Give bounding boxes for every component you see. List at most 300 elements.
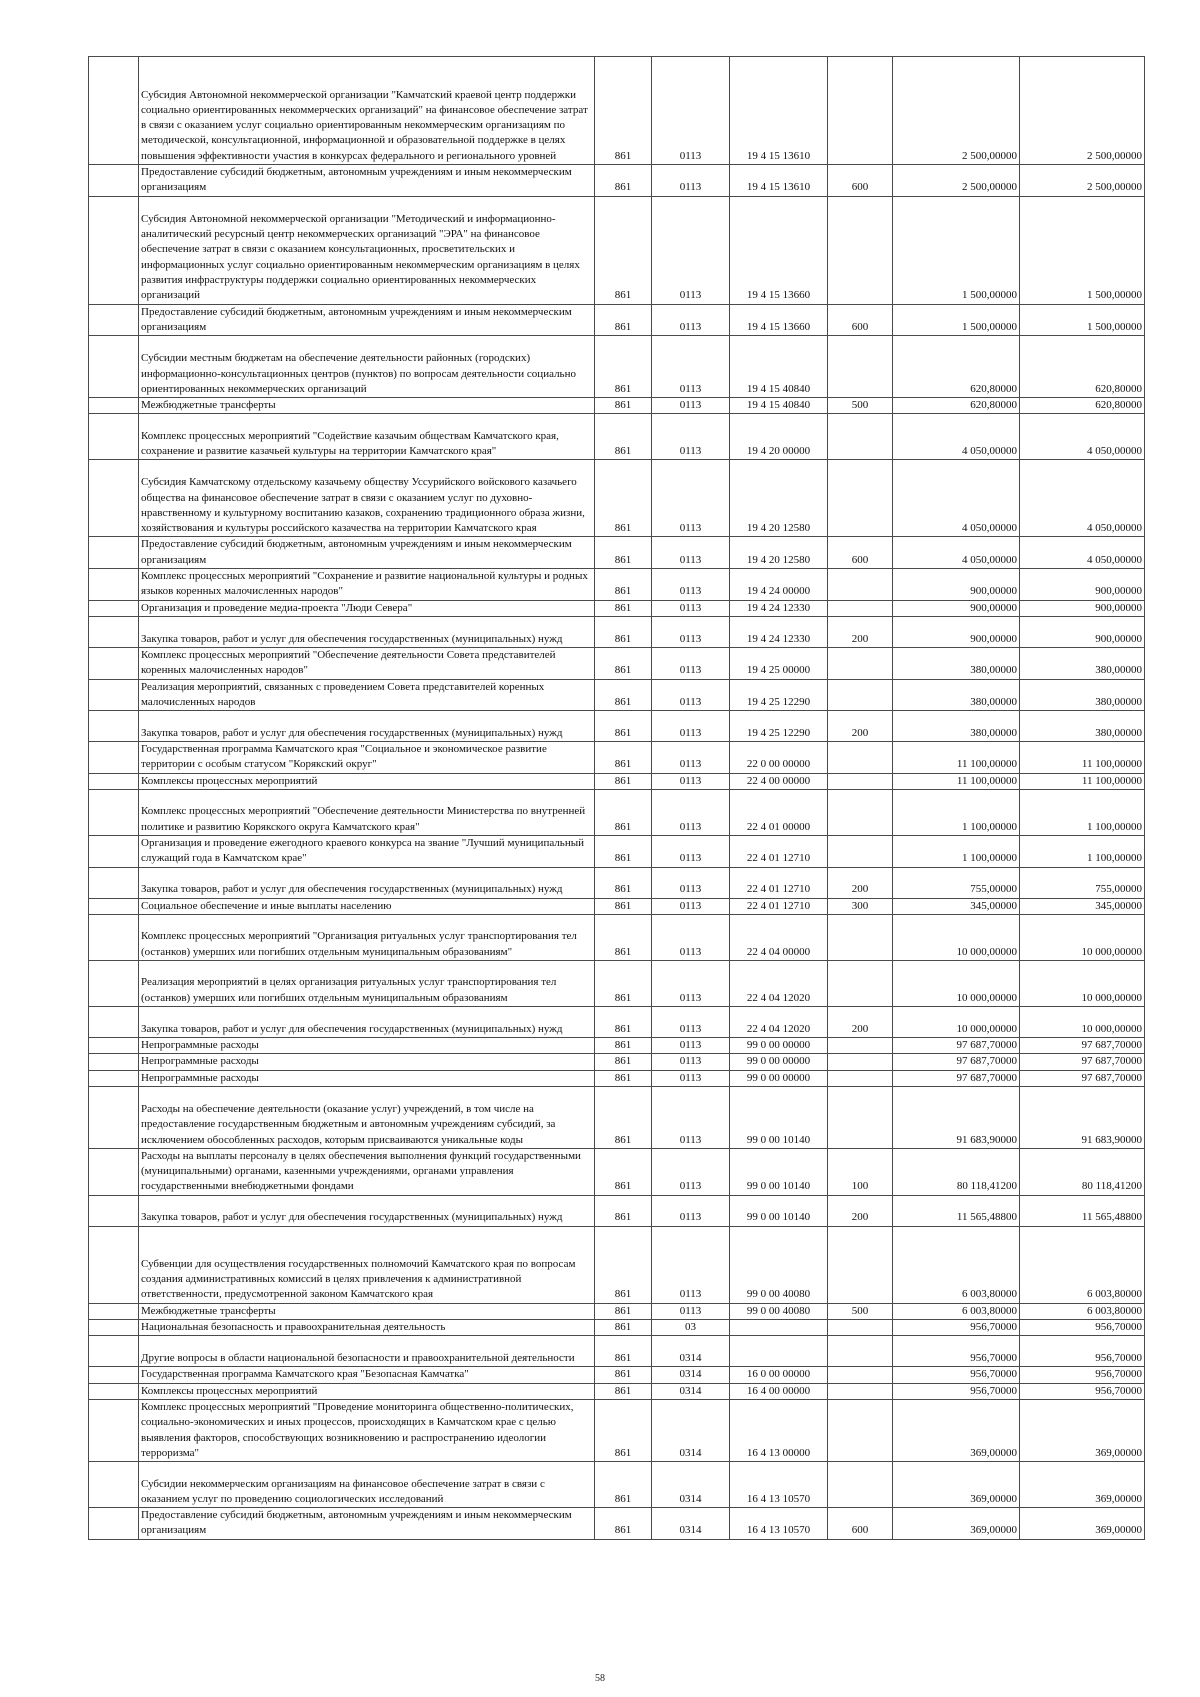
section-code-cell: 0113 — [652, 460, 730, 537]
section-code-cell: 0314 — [652, 1367, 730, 1383]
section-code-cell: 0113 — [652, 398, 730, 414]
expense-type-cell: 200 — [828, 1195, 893, 1226]
section-code-cell: 0113 — [652, 1195, 730, 1226]
item-name-cell: Другие вопросы в области национальной безопасности и правоохранительной деятельности — [139, 1336, 595, 1367]
target-article-cell: 22 4 04 12020 — [730, 1006, 828, 1037]
amount-year1-cell: 620,80000 — [893, 336, 1020, 398]
table-row — [89, 414, 1145, 460]
expense-type-cell — [828, 1367, 893, 1383]
table-row — [89, 196, 1145, 304]
amount-year2-cell: 10 000,00000 — [1020, 914, 1145, 960]
amount-year2-cell: 369,00000 — [1020, 1508, 1145, 1540]
target-article-cell: 19 4 15 13610 — [730, 165, 828, 197]
item-name-cell: Межбюджетные трансферты — [139, 1303, 595, 1319]
expense-type-cell — [828, 742, 893, 774]
target-article-cell: 16 4 13 00000 — [730, 1399, 828, 1461]
table-row — [89, 1148, 1145, 1195]
amount-year2-cell: 620,80000 — [1020, 398, 1145, 414]
item-name-cell: Закупка товаров, работ и услуг для обеспечения государственных (муниципальных) нужд — [139, 1006, 595, 1037]
amount-year2-cell: 956,70000 — [1020, 1336, 1145, 1367]
ministry-code-cell: 861 — [595, 1226, 652, 1303]
ministry-code-cell: 861 — [595, 742, 652, 774]
section-code-cell: 0113 — [652, 537, 730, 569]
expense-type-cell — [828, 1320, 893, 1336]
amount-year2-cell: 11 565,48800 — [1020, 1195, 1145, 1226]
ministry-code-cell: 861 — [595, 460, 652, 537]
amount-year1-cell: 97 687,70000 — [893, 1037, 1020, 1053]
table-body — [89, 57, 1145, 1540]
ministry-code-cell: 861 — [595, 711, 652, 742]
row-index-cell — [89, 1383, 139, 1399]
expense-type-cell — [828, 1226, 893, 1303]
item-name-cell: Комплексы процессных мероприятий — [139, 1383, 595, 1399]
ministry-code-cell: 861 — [595, 398, 652, 414]
amount-year1-cell: 369,00000 — [893, 1399, 1020, 1461]
expense-type-cell — [828, 600, 893, 616]
amount-year2-cell: 956,70000 — [1020, 1367, 1145, 1383]
section-code-cell: 0113 — [652, 304, 730, 336]
amount-year2-cell: 956,70000 — [1020, 1383, 1145, 1399]
amount-year1-cell: 369,00000 — [893, 1508, 1020, 1540]
ministry-code-cell: 861 — [595, 647, 652, 679]
ministry-code-cell: 861 — [595, 1367, 652, 1383]
table-row — [89, 836, 1145, 868]
expense-type-cell — [828, 336, 893, 398]
section-code-cell: 0113 — [652, 647, 730, 679]
amount-year2-cell: 956,70000 — [1020, 1320, 1145, 1336]
table-row — [89, 537, 1145, 569]
table-row — [89, 790, 1145, 836]
row-index-cell — [89, 1336, 139, 1367]
table-row — [89, 1195, 1145, 1226]
expense-type-cell — [828, 1399, 893, 1461]
amount-year2-cell: 4 050,00000 — [1020, 460, 1145, 537]
amount-year2-cell: 900,00000 — [1020, 616, 1145, 647]
target-article-cell: 99 0 00 00000 — [730, 1070, 828, 1086]
table-row — [89, 1320, 1145, 1336]
ministry-code-cell: 861 — [595, 914, 652, 960]
section-code-cell: 0113 — [652, 836, 730, 868]
table-row — [89, 600, 1145, 616]
table-row — [89, 1070, 1145, 1086]
amount-year2-cell: 380,00000 — [1020, 647, 1145, 679]
row-index-cell — [89, 1462, 139, 1508]
section-code-cell: 0113 — [652, 616, 730, 647]
section-code-cell: 0113 — [652, 600, 730, 616]
expense-type-cell: 600 — [828, 1508, 893, 1540]
row-index-cell — [89, 790, 139, 836]
ministry-code-cell: 861 — [595, 1336, 652, 1367]
row-index-cell — [89, 836, 139, 868]
amount-year2-cell: 1 500,00000 — [1020, 304, 1145, 336]
row-index-cell — [89, 1148, 139, 1195]
table-row — [89, 1383, 1145, 1399]
target-article-cell: 99 0 00 10140 — [730, 1086, 828, 1148]
row-index-cell — [89, 398, 139, 414]
table-row — [89, 569, 1145, 601]
ministry-code-cell: 861 — [595, 1383, 652, 1399]
amount-year1-cell: 4 050,00000 — [893, 414, 1020, 460]
item-name-cell: Предоставление субсидий бюджетным, автономным учреждениям и иным некоммерческим организациям — [139, 165, 595, 197]
amount-year1-cell: 2 500,00000 — [893, 57, 1020, 165]
amount-year2-cell: 80 118,41200 — [1020, 1148, 1145, 1195]
amount-year1-cell: 755,00000 — [893, 867, 1020, 898]
table-row — [89, 460, 1145, 537]
expense-type-cell: 600 — [828, 537, 893, 569]
row-index-cell — [89, 304, 139, 336]
amount-year1-cell: 956,70000 — [893, 1383, 1020, 1399]
table-row — [89, 1086, 1145, 1148]
target-article-cell: 19 4 24 12330 — [730, 600, 828, 616]
amount-year2-cell: 1 500,00000 — [1020, 196, 1145, 304]
target-article-cell: 99 0 00 40080 — [730, 1226, 828, 1303]
section-code-cell: 0314 — [652, 1508, 730, 1540]
amount-year1-cell: 11 100,00000 — [893, 742, 1020, 774]
amount-year2-cell: 369,00000 — [1020, 1462, 1145, 1508]
row-index-cell — [89, 165, 139, 197]
table-row — [89, 898, 1145, 914]
amount-year1-cell: 900,00000 — [893, 600, 1020, 616]
target-article-cell: 16 4 13 10570 — [730, 1508, 828, 1540]
target-article-cell: 19 4 25 00000 — [730, 647, 828, 679]
ministry-code-cell: 861 — [595, 600, 652, 616]
target-article-cell: 16 0 00 00000 — [730, 1367, 828, 1383]
expense-type-cell — [828, 960, 893, 1006]
ministry-code-cell: 861 — [595, 304, 652, 336]
amount-year2-cell: 11 100,00000 — [1020, 742, 1145, 774]
amount-year1-cell: 345,00000 — [893, 898, 1020, 914]
row-index-cell — [89, 600, 139, 616]
expense-type-cell — [828, 1054, 893, 1070]
expense-type-cell: 200 — [828, 867, 893, 898]
item-name-cell: Субсидия Автономной некоммерческой организации "Методический и информационно-аналитический ресурсный центр некоммерческих организаций "ЭРА" на финансовое обеспечение затрат в связи с оказанием консультационных, просветительских и информационных услуг социально ориентированным некоммерческим организациям в целях развития инфраструктуры поддержки социально ориентированных некоммерческих организаций — [139, 196, 595, 304]
amount-year2-cell: 1 100,00000 — [1020, 836, 1145, 868]
section-code-cell: 0113 — [652, 57, 730, 165]
item-name-cell: Предоставление субсидий бюджетным, автономным учреждениям и иным некоммерческим организациям — [139, 1508, 595, 1540]
section-code-cell: 0314 — [652, 1462, 730, 1508]
ministry-code-cell: 861 — [595, 773, 652, 789]
table-row — [89, 398, 1145, 414]
item-name-cell: Организация и проведение медиа-проекта "Люди Севера" — [139, 600, 595, 616]
target-article-cell: 99 0 00 00000 — [730, 1037, 828, 1053]
item-name-cell: Субсидии местным бюджетам на обеспечение деятельности районных (городских) информационно-консультационных центров (пунктов) по вопросам деятельности социально ориентированных некоммерческих организаций — [139, 336, 595, 398]
section-code-cell: 0113 — [652, 914, 730, 960]
row-index-cell — [89, 1006, 139, 1037]
target-article-cell: 99 0 00 10140 — [730, 1195, 828, 1226]
section-code-cell: 0113 — [652, 1226, 730, 1303]
row-index-cell — [89, 336, 139, 398]
amount-year2-cell: 620,80000 — [1020, 336, 1145, 398]
target-article-cell: 19 4 20 12580 — [730, 460, 828, 537]
table-row — [89, 867, 1145, 898]
expense-type-cell: 200 — [828, 616, 893, 647]
amount-year1-cell: 10 000,00000 — [893, 914, 1020, 960]
amount-year1-cell: 11 565,48800 — [893, 1195, 1020, 1226]
table-row — [89, 1336, 1145, 1367]
table-row — [89, 711, 1145, 742]
row-index-cell — [89, 1086, 139, 1148]
section-code-cell: 0113 — [652, 742, 730, 774]
ministry-code-cell: 861 — [595, 1462, 652, 1508]
item-name-cell: Реализация мероприятий, связанных с проведением Совета представителей коренных малочисленных народов — [139, 679, 595, 711]
row-index-cell — [89, 711, 139, 742]
section-code-cell: 03 — [652, 1320, 730, 1336]
ministry-code-cell: 861 — [595, 836, 652, 868]
target-article-cell: 19 4 24 00000 — [730, 569, 828, 601]
expense-type-cell — [828, 1070, 893, 1086]
row-index-cell — [89, 460, 139, 537]
row-index-cell — [89, 867, 139, 898]
item-name-cell: Межбюджетные трансферты — [139, 398, 595, 414]
table-row — [89, 1399, 1145, 1461]
expense-type-cell: 600 — [828, 165, 893, 197]
table-row — [89, 914, 1145, 960]
expense-type-cell — [828, 414, 893, 460]
table-row — [89, 1462, 1145, 1508]
row-index-cell — [89, 1195, 139, 1226]
table-row — [89, 57, 1145, 165]
target-article-cell: 22 4 01 12710 — [730, 898, 828, 914]
table-row — [89, 647, 1145, 679]
expense-type-cell: 100 — [828, 1148, 893, 1195]
amount-year2-cell: 97 687,70000 — [1020, 1070, 1145, 1086]
table-row — [89, 960, 1145, 1006]
row-index-cell — [89, 1226, 139, 1303]
amount-year2-cell: 900,00000 — [1020, 600, 1145, 616]
ministry-code-cell: 861 — [595, 960, 652, 1006]
amount-year1-cell: 10 000,00000 — [893, 960, 1020, 1006]
target-article-cell: 16 4 13 10570 — [730, 1462, 828, 1508]
section-code-cell: 0113 — [652, 196, 730, 304]
amount-year1-cell: 2 500,00000 — [893, 165, 1020, 197]
section-code-cell: 0314 — [652, 1336, 730, 1367]
table-row — [89, 1054, 1145, 1070]
row-index-cell — [89, 1399, 139, 1461]
ministry-code-cell: 861 — [595, 336, 652, 398]
amount-year2-cell: 4 050,00000 — [1020, 537, 1145, 569]
row-index-cell — [89, 57, 139, 165]
amount-year1-cell: 956,70000 — [893, 1367, 1020, 1383]
item-name-cell: Непрограммные расходы — [139, 1037, 595, 1053]
expense-type-cell — [828, 569, 893, 601]
item-name-cell: Комплекс процессных мероприятий "Обеспечение деятельности Министерства по внутренней политике и развитию Корякского округа Камчатского края" — [139, 790, 595, 836]
item-name-cell: Предоставление субсидий бюджетным, автономным учреждениям и иным некоммерческим организациям — [139, 304, 595, 336]
amount-year1-cell: 380,00000 — [893, 711, 1020, 742]
section-code-cell: 0113 — [652, 1006, 730, 1037]
item-name-cell: Непрограммные расходы — [139, 1054, 595, 1070]
item-name-cell: Расходы на обеспечение деятельности (оказание услуг) учреждений, в том числе на предоставление государственным бюджетным и автономным учреждениям субсидий, за исключением обособленных расходов, которым присваиваются уникальные коды — [139, 1086, 595, 1148]
amount-year2-cell: 345,00000 — [1020, 898, 1145, 914]
item-name-cell: Комплексы процессных мероприятий — [139, 773, 595, 789]
amount-year1-cell: 1 100,00000 — [893, 836, 1020, 868]
row-index-cell — [89, 742, 139, 774]
row-index-cell — [89, 773, 139, 789]
amount-year2-cell: 10 000,00000 — [1020, 960, 1145, 1006]
section-code-cell: 0113 — [652, 1086, 730, 1148]
row-index-cell — [89, 1320, 139, 1336]
section-code-cell: 0113 — [652, 867, 730, 898]
target-article-cell: 22 4 00 00000 — [730, 773, 828, 789]
section-code-cell: 0113 — [652, 165, 730, 197]
amount-year2-cell: 97 687,70000 — [1020, 1054, 1145, 1070]
ministry-code-cell: 861 — [595, 1320, 652, 1336]
row-index-cell — [89, 616, 139, 647]
section-code-cell: 0113 — [652, 1070, 730, 1086]
amount-year1-cell: 620,80000 — [893, 398, 1020, 414]
amount-year2-cell: 11 100,00000 — [1020, 773, 1145, 789]
section-code-cell: 0113 — [652, 790, 730, 836]
table-row — [89, 165, 1145, 197]
expense-type-cell: 500 — [828, 1303, 893, 1319]
budget-table — [88, 56, 1145, 1540]
expense-type-cell — [828, 647, 893, 679]
table-row — [89, 336, 1145, 398]
item-name-cell: Субвенции для осуществления государственных полномочий Камчатского края по вопросам создания административных комиссий в целях привлечения к административной ответственности, предусмотренной законом Камчатского края — [139, 1226, 595, 1303]
target-article-cell: 19 4 15 13660 — [730, 196, 828, 304]
ministry-code-cell: 861 — [595, 1303, 652, 1319]
row-index-cell — [89, 537, 139, 569]
ministry-code-cell: 861 — [595, 616, 652, 647]
item-name-cell: Непрограммные расходы — [139, 1070, 595, 1086]
target-article-cell: 22 0 00 00000 — [730, 742, 828, 774]
amount-year1-cell: 956,70000 — [893, 1320, 1020, 1336]
amount-year1-cell: 10 000,00000 — [893, 1006, 1020, 1037]
section-code-cell: 0113 — [652, 414, 730, 460]
ministry-code-cell: 861 — [595, 1399, 652, 1461]
amount-year2-cell: 4 050,00000 — [1020, 414, 1145, 460]
target-article-cell: 19 4 20 12580 — [730, 537, 828, 569]
amount-year2-cell: 380,00000 — [1020, 679, 1145, 711]
amount-year1-cell: 1 500,00000 — [893, 196, 1020, 304]
ministry-code-cell: 861 — [595, 1086, 652, 1148]
amount-year1-cell: 97 687,70000 — [893, 1054, 1020, 1070]
row-index-cell — [89, 1070, 139, 1086]
amount-year1-cell: 1 500,00000 — [893, 304, 1020, 336]
expense-type-cell: 600 — [828, 304, 893, 336]
amount-year1-cell: 6 003,80000 — [893, 1226, 1020, 1303]
target-article-cell: 19 4 24 12330 — [730, 616, 828, 647]
section-code-cell: 0113 — [652, 960, 730, 1006]
expense-type-cell: 300 — [828, 898, 893, 914]
section-code-cell: 0314 — [652, 1399, 730, 1461]
section-code-cell: 0113 — [652, 898, 730, 914]
amount-year2-cell: 10 000,00000 — [1020, 1006, 1145, 1037]
expense-type-cell — [828, 1383, 893, 1399]
table-row — [89, 742, 1145, 774]
item-name-cell: Организация и проведение ежегодного краевого конкурса на звание "Лучший муниципальный служащий года в Камчатском крае" — [139, 836, 595, 868]
ministry-code-cell: 861 — [595, 898, 652, 914]
amount-year1-cell: 380,00000 — [893, 647, 1020, 679]
target-article-cell: 22 4 01 12710 — [730, 836, 828, 868]
row-index-cell — [89, 960, 139, 1006]
row-index-cell — [89, 1367, 139, 1383]
item-name-cell: Субсидия Автономной некоммерческой организации "Камчатский краевой центр поддержки социально ориентированных некоммерческих организаций" на финансовое обеспечение затрат в связи с оказанием услуг социально ориентированным некоммерческим организациям по методической, консультационной, информационной и образовательной поддержке в целях повышения эффективности участия в конкурсах федерального и регионального уровней — [139, 57, 595, 165]
target-article-cell: 19 4 15 40840 — [730, 398, 828, 414]
row-index-cell — [89, 569, 139, 601]
expense-type-cell — [828, 196, 893, 304]
amount-year1-cell: 4 050,00000 — [893, 460, 1020, 537]
ministry-code-cell: 861 — [595, 867, 652, 898]
table-row — [89, 1226, 1145, 1303]
ministry-code-cell: 861 — [595, 679, 652, 711]
item-name-cell: Государственная программа Камчатского края "Социальное и экономическое развитие территории с особым статусом "Корякский округ" — [139, 742, 595, 774]
row-index-cell — [89, 1303, 139, 1319]
item-name-cell: Национальная безопасность и правоохранительная деятельность — [139, 1320, 595, 1336]
ministry-code-cell: 861 — [595, 790, 652, 836]
amount-year2-cell: 380,00000 — [1020, 711, 1145, 742]
expense-type-cell — [828, 1462, 893, 1508]
expense-type-cell — [828, 1336, 893, 1367]
row-index-cell — [89, 414, 139, 460]
target-article-cell: 99 0 00 00000 — [730, 1054, 828, 1070]
item-name-cell: Субсидии некоммерческим организациям на финансовое обеспечение затрат в связи с оказанием услуг по проведению социологических исследований — [139, 1462, 595, 1508]
item-name-cell: Комплекс процессных мероприятий "Сохранение и развитие национальной культуры и родных языков коренных малочисленных народов" — [139, 569, 595, 601]
item-name-cell: Закупка товаров, работ и услуг для обеспечения государственных (муниципальных) нужд — [139, 711, 595, 742]
row-index-cell — [89, 647, 139, 679]
target-article-cell: 99 0 00 10140 — [730, 1148, 828, 1195]
ministry-code-cell: 861 — [595, 537, 652, 569]
amount-year1-cell: 380,00000 — [893, 679, 1020, 711]
amount-year2-cell: 91 683,90000 — [1020, 1086, 1145, 1148]
amount-year2-cell: 97 687,70000 — [1020, 1037, 1145, 1053]
item-name-cell: Закупка товаров, работ и услуг для обеспечения государственных (муниципальных) нужд — [139, 616, 595, 647]
section-code-cell: 0113 — [652, 336, 730, 398]
budget-page — [88, 56, 1144, 1540]
amount-year1-cell: 11 100,00000 — [893, 773, 1020, 789]
amount-year2-cell: 900,00000 — [1020, 569, 1145, 601]
item-name-cell: Комплекс процессных мероприятий "Обеспечение деятельности Совета представителей коренных малочисленных народов" — [139, 647, 595, 679]
table-row — [89, 616, 1145, 647]
expense-type-cell — [828, 460, 893, 537]
item-name-cell: Расходы на выплаты персоналу в целях обеспечения выполнения функций государственными (муниципальными) органами, казенными учреждениями, органами управления государственными внебюджетными фондами — [139, 1148, 595, 1195]
item-name-cell: Комплекс процессных мероприятий "Организация ритуальных услуг транспортирования тел (останков) умерших или погибших отдельным муниципальным образованиям" — [139, 914, 595, 960]
table-row — [89, 1303, 1145, 1319]
row-index-cell — [89, 1037, 139, 1053]
amount-year1-cell: 956,70000 — [893, 1336, 1020, 1367]
amount-year1-cell: 4 050,00000 — [893, 537, 1020, 569]
expense-type-cell — [828, 1086, 893, 1148]
amount-year2-cell: 2 500,00000 — [1020, 165, 1145, 197]
amount-year2-cell: 369,00000 — [1020, 1399, 1145, 1461]
item-name-cell: Субсидия Камчатскому отдельскому казачьему обществу Уссурийского войскового казачьего общества на финансовое обеспечение затрат в связи с оказанием услуг по духовно-нравственному и культурному воспитанию казаков, сохранению традиционного образа жизни, хозяйствования и культуры российского казачества на территории Камчатского края — [139, 460, 595, 537]
row-index-cell — [89, 679, 139, 711]
table-row — [89, 773, 1145, 789]
target-article-cell: 22 4 04 12020 — [730, 960, 828, 1006]
item-name-cell: Комплекс процессных мероприятий "Содействие казачьим обществам Камчатского края, сохранение и развитие казачьей культуры на территории Камчатского края" — [139, 414, 595, 460]
target-article-cell: 19 4 25 12290 — [730, 679, 828, 711]
amount-year1-cell: 369,00000 — [893, 1462, 1020, 1508]
ministry-code-cell: 861 — [595, 1508, 652, 1540]
expense-type-cell — [828, 790, 893, 836]
target-article-cell: 22 4 01 00000 — [730, 790, 828, 836]
amount-year2-cell: 6 003,80000 — [1020, 1226, 1145, 1303]
ministry-code-cell: 861 — [595, 414, 652, 460]
amount-year2-cell: 1 100,00000 — [1020, 790, 1145, 836]
item-name-cell: Комплекс процессных мероприятий "Проведение мониторинга общественно-политических, социально-экономических и иных процессов, происходящих в Камчатском крае с целью выявления факторов, способствующих возникновению и распространению идеологии терроризма" — [139, 1399, 595, 1461]
target-article-cell: 99 0 00 40080 — [730, 1303, 828, 1319]
target-article-cell — [730, 1320, 828, 1336]
target-article-cell: 22 4 01 12710 — [730, 867, 828, 898]
target-article-cell: 22 4 04 00000 — [730, 914, 828, 960]
target-article-cell — [730, 1336, 828, 1367]
amount-year1-cell: 900,00000 — [893, 616, 1020, 647]
section-code-cell: 0113 — [652, 569, 730, 601]
section-code-cell: 0113 — [652, 711, 730, 742]
amount-year1-cell: 1 100,00000 — [893, 790, 1020, 836]
target-article-cell: 19 4 25 12290 — [730, 711, 828, 742]
row-index-cell — [89, 898, 139, 914]
amount-year1-cell: 91 683,90000 — [893, 1086, 1020, 1148]
